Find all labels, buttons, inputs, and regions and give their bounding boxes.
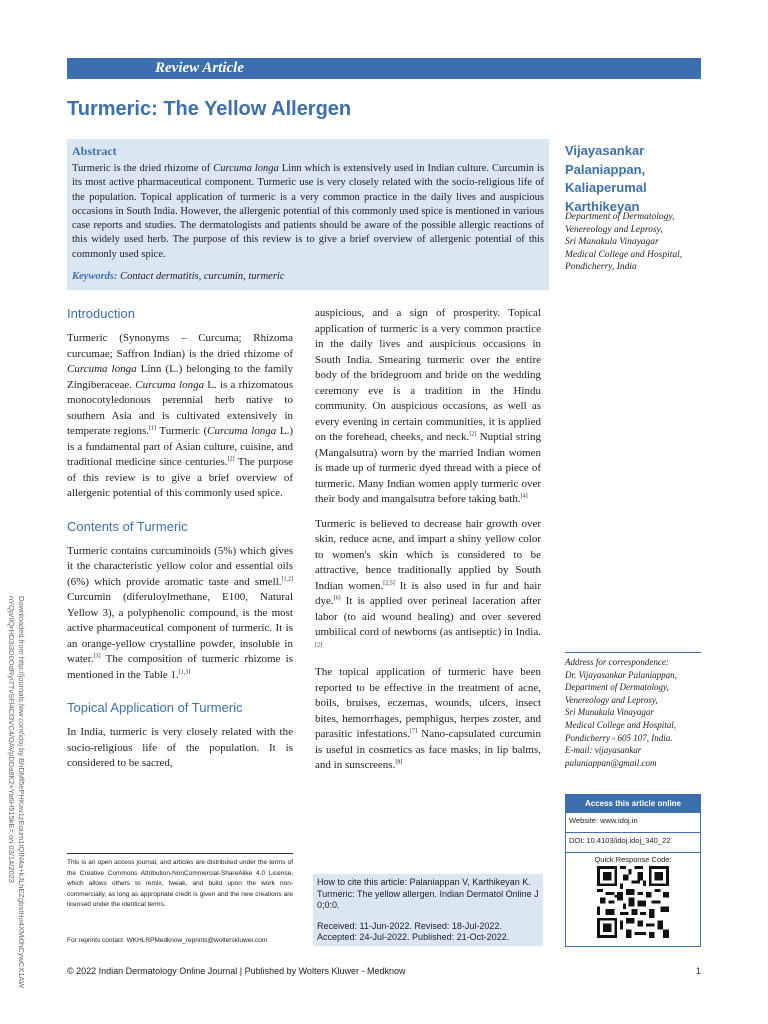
download-watermark xyxy=(0,596,26,1016)
species-name: Curcuma longa xyxy=(207,425,277,437)
text-run: Turmeric contains curcuminoids (5%) which gives it the characteristic yellow color and essential oils (6%) which provide aromatic taste and smell. xyxy=(67,544,293,588)
affiliation-line: Sri Manakula Vinayagar xyxy=(565,237,659,248)
citation-label: How to cite this article: xyxy=(317,877,408,887)
species-name: Curcuma longa xyxy=(135,378,205,391)
body-paragraph xyxy=(315,665,541,774)
text-run: Turmeric is believed to decrease hair growth over skin, reduce acne, and impart a shiny yellow color to women's skin which is considered to be attractive, hence traditionally applied by South Indian women. xyxy=(315,517,541,592)
text-run: Turmeric ( xyxy=(156,425,208,437)
citation-text xyxy=(317,877,539,912)
body-paragraph xyxy=(315,517,541,657)
correspondence-line: Dr. Vijayasankar Palaniappan, xyxy=(565,669,677,680)
author-line: Karthikeyan xyxy=(565,198,640,214)
abstract-text xyxy=(72,162,544,262)
text-run: Turmeric (Synonyms – Curcuma; Rhizoma curcumae; Saffron Indian) is the dried rhizome of xyxy=(67,332,293,360)
text-run: The topical application of turmeric have been reported to be effective in the treatment of acne, boils, bruises, eczemas, wounds, ulcers, insect bites, hemorrhages, pemphigus, herpes zoster, and parasitic infestations. xyxy=(315,666,541,740)
keywords-label: Keywords: xyxy=(72,271,118,283)
citation-ref[interactable]: [6] xyxy=(333,595,341,602)
citation-ref[interactable]: [2,5] xyxy=(383,579,395,586)
download-watermark-line2: nYQp/IlQrHD3i3D0OdRyi7TvSFl4Cf3VC4/OAVpDDa8K2+Ya6H515kE= on 03/14/2023 xyxy=(7,596,16,883)
abstract-heading: Abstract xyxy=(72,144,117,158)
author-line: Palaniappan, xyxy=(565,161,646,177)
body-column-right xyxy=(315,306,541,774)
text-run: It is applied over perineal laceration after labor (to aid wound healing) and over severed umbilical cord of newborns (as antiseptic) in India. xyxy=(315,595,541,638)
correspondence-line: E-mail: vijayasankar xyxy=(565,745,642,756)
article-title: Turmeric: The Yellow Allergen xyxy=(67,98,352,120)
correspondence-line: Address for correspondence: xyxy=(565,657,669,667)
affiliation-line: Department of Dermatology, xyxy=(565,212,675,222)
page-number: 1 xyxy=(695,966,701,976)
access-online-box xyxy=(565,794,701,947)
citation-body: Palaniappan V, Karthikeyan K. Turmeric: The yellow allergen. Indian Dermatol Online J 0;0:0. xyxy=(317,877,539,910)
text-run: auspicious, and a sign of prosperity. Topical application of turmeric is a very common practice in the daily lives and auspicious occasions in South India. Smearing turmeric over the entire body of the bridegroom and bride on the wedding ceremony eve is a tradition in the Hindu community. On auspicious occasions, as well as every evening in certain communities, it is applied on the forehead, cheeks, and neck. xyxy=(315,307,541,443)
abstract-box xyxy=(67,139,549,290)
citation-ref[interactable]: [4] xyxy=(520,493,528,500)
correspondence-line: Pondicherry - 605 107, India. xyxy=(565,732,673,743)
section-heading-topical: Topical Application of Turmeric xyxy=(67,700,243,715)
text-run: It is also used in fur and hair dye. xyxy=(315,579,541,607)
correspondence-line: Department of Dermatology, xyxy=(565,682,669,693)
citation-ref[interactable]: [1,2] xyxy=(281,575,293,582)
qr-code-icon[interactable] xyxy=(597,866,669,938)
citation-ref[interactable]: [2] xyxy=(469,431,477,438)
keywords xyxy=(72,271,544,282)
citation-ref[interactable]: [1] xyxy=(149,425,157,432)
text-run: Nano-capsulated curcumin is useful in cosmetics as face masks, in lip balms, and in sunscreens. xyxy=(315,728,541,771)
page-footer xyxy=(67,966,701,976)
article-type-label: Review Article xyxy=(155,60,245,76)
text-run: Curcumin (diferuloylmethane, E100, Natural Yellow 3), a polyphenolic compound, is the most active pharmaceutical component of turmeric. It is an orange-yellow crystalline powder, insoluble in water. xyxy=(67,591,293,665)
citation-ref[interactable]: [7] xyxy=(410,728,417,735)
download-watermark-line1: Downloaded from http://journals.lww.com/idoj by BhDMf5ePHKav1zEoum1tQfN4a+kJLhEZgbsIHo4XMi0hCywCX1AW xyxy=(17,596,26,989)
how-to-cite-box xyxy=(313,874,543,946)
accepted-dates: Accepted: 24-Jul-2022. Published: 21-Oct-2022. xyxy=(317,932,510,942)
citation-ref[interactable]: [3] xyxy=(93,653,101,660)
article-type-banner xyxy=(67,58,701,79)
text-run: Nuptial string (Mangalsutra) worn by the married Indian women is made up of turmeric dyed thread with a piece of turmeric. Many Indian women apply turmeric over their body and mangalsutra before taking bath. xyxy=(315,431,541,505)
citation-ref[interactable]: [2] xyxy=(315,641,322,648)
correspondence-line: Venereology and Leprosy, xyxy=(565,694,658,705)
section-heading-contents: Contents of Turmeric xyxy=(67,518,188,534)
section-heading-introduction: Introduction xyxy=(67,306,135,321)
affiliation-line: Medical College and Hospital, xyxy=(565,249,683,260)
footnote-divider xyxy=(67,853,293,854)
qr-code-label: Quick Response Code: xyxy=(594,855,672,864)
text-run: Linn (L.) belonging to the family Zingiberaceae. xyxy=(67,363,294,391)
received-dates: Received: 11-Jun-2022. Revised: 18-Jul-2022. xyxy=(317,920,502,931)
journal-website-link[interactable]: Website: www.idoj.in xyxy=(566,813,700,833)
access-online-heading: Access this article online xyxy=(566,795,700,813)
text-run: L.) is a fundamental part of Asian culture, cuisine, and traditional medicine since centuries. xyxy=(67,425,293,468)
author-line: Kaliaperumal xyxy=(565,180,647,195)
contents-paragraph xyxy=(67,544,293,684)
text-run: The purpose of this review is to give a brief overview of allergenic potential of this commonly used spice. xyxy=(67,456,293,499)
author-line: Vijayasankar xyxy=(565,143,645,158)
correspondence-line: Sri Manakula Vinayagar xyxy=(565,707,654,718)
keywords-list: Contact dermatitis, curcumin, turmeric xyxy=(120,271,285,283)
correspondence-email[interactable]: palaniappan@gmail.com xyxy=(565,757,657,768)
affiliation-line: Venereology and Leprosy, xyxy=(565,224,663,235)
reprints-contact: For reprints contact: WKHLRPMedknow_reprints@wolterskluwer.com xyxy=(67,937,268,944)
text-run: In India, turmeric is very closely related with the socio-religious life of the population. It is considered to be sacred, xyxy=(67,726,293,769)
footer-copyright: © 2022 Indian Dermatology Online Journal | Published by Wolters Kluwer - Medknow xyxy=(67,966,406,976)
text-run: The composition of turmeric rhizome is mentioned in the Table 1. xyxy=(67,653,293,681)
citation-ref[interactable]: [8] xyxy=(395,759,403,766)
abstract-text-part: Turmeric is the dried rhizome of xyxy=(72,163,214,174)
topical-paragraph xyxy=(67,725,293,772)
citation-ref[interactable]: [1,3] xyxy=(178,668,191,675)
text-run: L. is a rhizomatous monocotyledonous perennial herb native to southern Asia and is cultivated extensively in temperate regions. xyxy=(67,378,293,437)
species-name: Curcuma longa xyxy=(213,163,279,174)
license-notice: This is an open access journal, and articles are distributed under the terms of the Creative Commons Attribution-NonCommercial-ShareAlike 4.0 License, which allows others to remix, tweak, and build upon the work non-commercially, as long as appropriate credit is given and the new creations are licensed under the identical terms. xyxy=(67,859,293,908)
author-names xyxy=(565,142,705,216)
introduction-paragraph xyxy=(67,331,293,502)
species-name: Curcuma longa xyxy=(67,363,137,375)
citation-ref[interactable]: [2] xyxy=(227,456,235,463)
doi-link[interactable]: DOI: 10.4103/idoj.idoj_340_22 xyxy=(566,833,700,853)
correspondence-line: Medical College and Hospital, xyxy=(565,719,676,730)
body-paragraph xyxy=(315,306,541,508)
affiliation-line: Pondicherry, India xyxy=(565,262,637,273)
correspondence-address xyxy=(565,656,705,769)
abstract-text-part: Linn which is extensively used in Indian culture. Curcumin is its most active pharmaceutical component. Turmeric use is very closely related with the socio-religious life of the population. Topical application of turmeric is a very common practice in the daily lives and auspicious occasions in South India. However, the allergenic potential of this commonly used spice is mentioned in various case reports and studies. The dermatologists and patients should be aware of the possible allergic reactions of this widely used herb. The purpose of this review is to give a brief overview of allergenic potential of this commonly used spice. xyxy=(72,163,545,260)
author-affiliation xyxy=(565,211,705,274)
correspondence-divider xyxy=(565,652,701,653)
body-column-left xyxy=(67,306,293,772)
